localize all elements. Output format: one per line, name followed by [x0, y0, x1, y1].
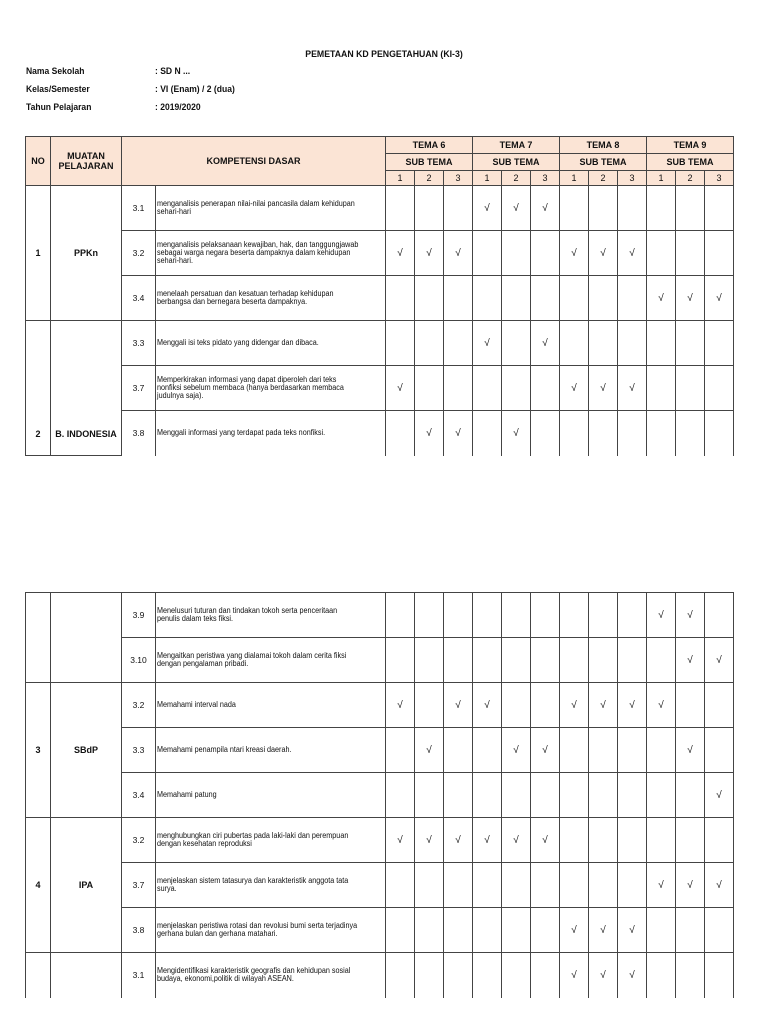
empty-cell [531, 231, 560, 276]
check-mark: √ [560, 231, 589, 276]
check-mark: √ [444, 411, 473, 456]
empty-cell [560, 321, 589, 366]
empty-cell [502, 908, 531, 953]
subject-number: 4 [26, 818, 51, 953]
empty-cell [676, 411, 705, 456]
kd-description-text: Memahami patung [157, 790, 217, 799]
subject-number [26, 953, 51, 998]
empty-cell [647, 818, 676, 863]
empty-cell [589, 818, 618, 863]
kd-description-text: Mengidentifikasi karakteristik geografis dan kehidupan sosial budaya, ekonomi,politik di wilayah ASEAN. [157, 966, 351, 984]
kd-number: 3.1 [122, 953, 156, 998]
table-row [26, 593, 734, 638]
check-mark: √ [647, 683, 676, 728]
header-subtema-number: 2 [676, 171, 705, 186]
kd-description-text: menelaah persatuan dan kesatuan terhadap kehidupan berbangsa dan bernegara beserta dampaknya. [157, 289, 334, 306]
header-subtema-number: 2 [589, 171, 618, 186]
check-mark: √ [589, 231, 618, 276]
empty-cell [589, 638, 618, 683]
check-mark: √ [647, 863, 676, 908]
empty-cell [647, 321, 676, 366]
empty-cell [444, 773, 473, 818]
check-mark: √ [589, 366, 618, 411]
empty-cell [618, 321, 647, 366]
header-muatan [51, 137, 122, 186]
empty-cell [560, 186, 589, 231]
check-mark: √ [647, 593, 676, 638]
kd-description [156, 638, 386, 683]
empty-cell [589, 276, 618, 321]
header-tema: TEMA 7 [473, 137, 560, 154]
empty-cell [676, 953, 705, 998]
header-muatan-line2: PELAJARAN [58, 161, 114, 171]
table-row [26, 231, 734, 276]
empty-cell [386, 276, 415, 321]
kd-description [156, 863, 386, 908]
kd-number: 3.3 [122, 728, 156, 773]
empty-cell [618, 638, 647, 683]
kd-number: 3.7 [122, 366, 156, 411]
empty-cell [705, 186, 734, 231]
empty-cell [647, 366, 676, 411]
empty-cell [415, 683, 444, 728]
empty-cell [676, 321, 705, 366]
empty-cell [531, 863, 560, 908]
kd-description-text: menghubungkan ciri pubertas pada laki-laki dan perempuan dengan kesehatan reproduksi [157, 831, 349, 848]
header-subtema-number: 2 [415, 171, 444, 186]
kd-description [156, 276, 386, 321]
empty-cell [444, 321, 473, 366]
kd-description [156, 773, 386, 818]
empty-cell [502, 593, 531, 638]
empty-cell [647, 728, 676, 773]
info-label: Nama Sekolah [26, 66, 85, 77]
empty-cell [502, 321, 531, 366]
check-mark: √ [560, 908, 589, 953]
header-kompetensi-dasar: KOMPETENSI DASAR [122, 137, 386, 186]
empty-cell [444, 276, 473, 321]
kd-description [156, 728, 386, 773]
check-mark: √ [589, 683, 618, 728]
kd-number: 3.3 [122, 321, 156, 366]
check-mark: √ [531, 818, 560, 863]
subject-name: SBdP [51, 683, 122, 818]
kd-number: 3.10 [122, 638, 156, 683]
empty-cell [415, 186, 444, 231]
empty-cell [473, 728, 502, 773]
empty-cell [589, 728, 618, 773]
empty-cell [676, 366, 705, 411]
empty-cell [473, 411, 502, 456]
header-subtema-number: 1 [386, 171, 415, 186]
kd-description [156, 818, 386, 863]
check-mark: √ [444, 818, 473, 863]
empty-cell [473, 638, 502, 683]
empty-cell [705, 411, 734, 456]
empty-cell [705, 953, 734, 998]
empty-cell [386, 411, 415, 456]
empty-cell [676, 683, 705, 728]
subject-name-continued [51, 593, 122, 683]
empty-cell [705, 908, 734, 953]
header-no: NO [26, 137, 51, 186]
empty-cell [531, 593, 560, 638]
check-mark: √ [676, 863, 705, 908]
empty-cell [676, 773, 705, 818]
empty-cell [589, 863, 618, 908]
header-subtema: SUB TEMA [386, 154, 473, 171]
check-mark: √ [560, 683, 589, 728]
empty-cell [444, 593, 473, 638]
empty-cell [705, 728, 734, 773]
empty-cell [386, 728, 415, 773]
check-mark: √ [415, 818, 444, 863]
empty-cell [444, 366, 473, 411]
empty-cell [589, 321, 618, 366]
kd-description [156, 593, 386, 638]
empty-cell [560, 593, 589, 638]
check-mark: √ [618, 231, 647, 276]
empty-cell [676, 908, 705, 953]
empty-cell [502, 953, 531, 998]
empty-cell [386, 638, 415, 683]
empty-cell [502, 638, 531, 683]
empty-cell [618, 728, 647, 773]
kd-description [156, 908, 386, 953]
check-mark: √ [502, 186, 531, 231]
table-row [26, 411, 734, 456]
empty-cell [386, 321, 415, 366]
empty-cell [531, 953, 560, 998]
table-row [26, 276, 734, 321]
check-mark: √ [676, 638, 705, 683]
kd-description-text: Memahami interval nada [157, 700, 236, 709]
kd-description [156, 186, 386, 231]
check-mark: √ [589, 953, 618, 998]
empty-cell [676, 818, 705, 863]
check-mark: √ [676, 276, 705, 321]
check-mark: √ [444, 683, 473, 728]
empty-cell [647, 908, 676, 953]
header-subtema-number: 3 [531, 171, 560, 186]
empty-cell [444, 908, 473, 953]
kd-description [156, 683, 386, 728]
check-mark: √ [386, 231, 415, 276]
kd-description [156, 411, 386, 456]
empty-cell [386, 953, 415, 998]
empty-cell [618, 818, 647, 863]
header-subtema: SUB TEMA [473, 154, 560, 171]
subject-name: IPA [51, 818, 122, 953]
table-row [26, 186, 734, 231]
empty-cell [473, 773, 502, 818]
empty-cell [560, 773, 589, 818]
empty-cell [531, 276, 560, 321]
empty-cell [415, 366, 444, 411]
empty-cell [705, 593, 734, 638]
empty-cell [531, 638, 560, 683]
subject-number: 1 [26, 186, 51, 321]
table-row [26, 953, 734, 998]
empty-cell [444, 638, 473, 683]
kd-description [156, 231, 386, 276]
check-mark: √ [705, 638, 734, 683]
check-mark: √ [473, 186, 502, 231]
header-subtema-number: 3 [444, 171, 473, 186]
subject-number: 3 [26, 683, 51, 818]
empty-cell [531, 683, 560, 728]
subject-number-continued [26, 593, 51, 683]
empty-cell [531, 908, 560, 953]
empty-cell [676, 231, 705, 276]
check-mark: √ [473, 818, 502, 863]
empty-cell [502, 683, 531, 728]
empty-cell [444, 953, 473, 998]
subject-name: B. INDONESIA [51, 321, 122, 456]
header-tema: TEMA 9 [647, 137, 734, 154]
empty-cell [647, 411, 676, 456]
header-tema: TEMA 6 [386, 137, 473, 154]
check-mark: √ [618, 953, 647, 998]
check-mark: √ [647, 276, 676, 321]
check-mark: √ [531, 728, 560, 773]
check-mark: √ [531, 321, 560, 366]
empty-cell [647, 953, 676, 998]
empty-cell [386, 908, 415, 953]
kd-description [156, 321, 386, 366]
table-row [26, 366, 734, 411]
header-subtema-number: 2 [502, 171, 531, 186]
empty-cell [473, 953, 502, 998]
table-row [26, 908, 734, 953]
header-subtema: SUB TEMA [647, 154, 734, 171]
info-value: : SD N ... [155, 66, 191, 77]
check-mark: √ [705, 863, 734, 908]
check-mark: √ [502, 411, 531, 456]
header-subtema-number: 1 [473, 171, 502, 186]
empty-cell [676, 186, 705, 231]
empty-cell [618, 411, 647, 456]
info-label: Kelas/Semester [26, 84, 90, 95]
table-row [26, 638, 734, 683]
empty-cell [647, 773, 676, 818]
kd-number: 3.4 [122, 276, 156, 321]
kd-number: 3.7 [122, 863, 156, 908]
empty-cell [618, 593, 647, 638]
empty-cell [589, 411, 618, 456]
kd-mapping-table-page1 [25, 136, 734, 456]
empty-cell [560, 863, 589, 908]
empty-cell [560, 276, 589, 321]
table-row [26, 321, 734, 366]
empty-cell [705, 818, 734, 863]
check-mark: √ [386, 818, 415, 863]
check-mark: √ [531, 186, 560, 231]
empty-cell [589, 593, 618, 638]
empty-cell [386, 593, 415, 638]
empty-cell [473, 593, 502, 638]
check-mark: √ [705, 276, 734, 321]
check-mark: √ [502, 728, 531, 773]
empty-cell [444, 863, 473, 908]
info-value: : VI (Enam) / 2 (dua) [155, 84, 235, 95]
empty-cell [502, 863, 531, 908]
kd-number: 3.9 [122, 593, 156, 638]
header-subtema: SUB TEMA [560, 154, 647, 171]
empty-cell [531, 366, 560, 411]
table-row [26, 683, 734, 728]
empty-cell [647, 638, 676, 683]
kd-description [156, 953, 386, 998]
check-mark: √ [618, 683, 647, 728]
kd-number: 3.2 [122, 818, 156, 863]
kd-number: 3.8 [122, 908, 156, 953]
kd-description-text: Menggali informasi yang terdapat pada teks nonfiksi. [157, 428, 326, 438]
empty-cell [560, 728, 589, 773]
check-mark: √ [415, 728, 444, 773]
empty-cell [502, 773, 531, 818]
empty-cell [618, 276, 647, 321]
empty-cell [589, 773, 618, 818]
subject-number: 2 [26, 321, 51, 456]
check-mark: √ [618, 366, 647, 411]
check-mark: √ [705, 773, 734, 818]
check-mark: √ [415, 231, 444, 276]
empty-cell [444, 728, 473, 773]
table-row [26, 728, 734, 773]
empty-cell [647, 231, 676, 276]
check-mark: √ [386, 683, 415, 728]
empty-cell [705, 366, 734, 411]
check-mark: √ [589, 908, 618, 953]
kd-description-text: Mengaitkan peristiwa yang dialamai tokoh dalam cerita fiksi dengan pengalaman pribadi. [157, 651, 347, 668]
kd-number: 3.8 [122, 411, 156, 456]
empty-cell [560, 638, 589, 683]
empty-cell [415, 276, 444, 321]
check-mark: √ [618, 908, 647, 953]
kd-description-text: Memperkirakan informasi yang dapat diperoleh dari teks nonfiksi sebelum membaca (hanya berdasarkan membaca judulnya saja). [157, 375, 344, 400]
empty-cell [444, 186, 473, 231]
kd-description-text: menjelaskan peristiwa rotasi dan revolusi bumi serta terjadinya gerhana bulan dan gerhana matahari. [157, 921, 358, 938]
empty-cell [415, 863, 444, 908]
empty-cell [473, 231, 502, 276]
check-mark: √ [502, 818, 531, 863]
check-mark: √ [560, 953, 589, 998]
kd-number: 3.2 [122, 231, 156, 276]
subject-name [51, 953, 122, 998]
empty-cell [502, 276, 531, 321]
check-mark: √ [560, 366, 589, 411]
kd-description-text: menganalisis pelaksanaan kewajiban, hak, dan tanggungjawab sebagai warga negara beserta dampaknya dalam kehidupan sehari-hari. [157, 240, 359, 265]
empty-cell [386, 186, 415, 231]
empty-cell [531, 773, 560, 818]
kd-number: 3.2 [122, 683, 156, 728]
empty-cell [531, 411, 560, 456]
table-row [26, 863, 734, 908]
check-mark: √ [444, 231, 473, 276]
header-subtema-number: 1 [560, 171, 589, 186]
empty-cell [502, 366, 531, 411]
check-mark: √ [676, 728, 705, 773]
empty-cell [473, 863, 502, 908]
empty-cell [473, 276, 502, 321]
empty-cell [386, 773, 415, 818]
header-tema: TEMA 8 [560, 137, 647, 154]
header-subtema-number: 3 [618, 171, 647, 186]
empty-cell [415, 638, 444, 683]
document-title: PEMETAAN KD PENGETAHUAN (KI-3) [305, 49, 463, 60]
info-class [26, 84, 244, 95]
empty-cell [618, 773, 647, 818]
empty-cell [415, 953, 444, 998]
empty-cell [618, 186, 647, 231]
check-mark: √ [386, 366, 415, 411]
empty-cell [415, 773, 444, 818]
empty-cell [560, 818, 589, 863]
kd-number: 3.1 [122, 186, 156, 231]
empty-cell [705, 321, 734, 366]
empty-cell [589, 186, 618, 231]
subject-name: PPKn [51, 186, 122, 321]
check-mark: √ [415, 411, 444, 456]
kd-description-text: menjelaskan sistem tatasurya dan karakteristik anggota tata surya. [157, 876, 349, 893]
info-value: : 2019/2020 [155, 102, 201, 113]
info-school [26, 66, 194, 77]
empty-cell [473, 366, 502, 411]
empty-cell [560, 411, 589, 456]
empty-cell [502, 231, 531, 276]
check-mark: √ [473, 683, 502, 728]
empty-cell [415, 908, 444, 953]
check-mark: √ [676, 593, 705, 638]
empty-cell [705, 231, 734, 276]
kd-number: 3.4 [122, 773, 156, 818]
kd-description-text: Memahami penampila ntari kreasi daerah. [157, 745, 292, 754]
check-mark: √ [473, 321, 502, 366]
empty-cell [647, 186, 676, 231]
header-muatan-line1: MUATAN [67, 151, 105, 161]
empty-cell [705, 683, 734, 728]
table-row [26, 773, 734, 818]
empty-cell [386, 863, 415, 908]
header-subtema-number: 3 [705, 171, 734, 186]
kd-description-text: menganalisis penerapan nilai-nilai pancasila dalam kehidupan sehari-hari [157, 199, 355, 216]
info-year [26, 102, 206, 113]
empty-cell [618, 863, 647, 908]
header-subtema-number: 1 [647, 171, 676, 186]
empty-cell [473, 908, 502, 953]
kd-mapping-table-page2 [25, 592, 734, 998]
kd-description [156, 366, 386, 411]
info-label: Tahun Pelajaran [26, 102, 92, 113]
empty-cell [415, 321, 444, 366]
empty-cell [415, 593, 444, 638]
table-row [26, 818, 734, 863]
kd-description-text: Menggali isi teks pidato yang didengar dan dibaca. [157, 338, 319, 347]
kd-description-text: Menelusuri tuturan dan tindakan tokoh serta penceritaan penulis dalam teks fiksi. [157, 606, 338, 623]
